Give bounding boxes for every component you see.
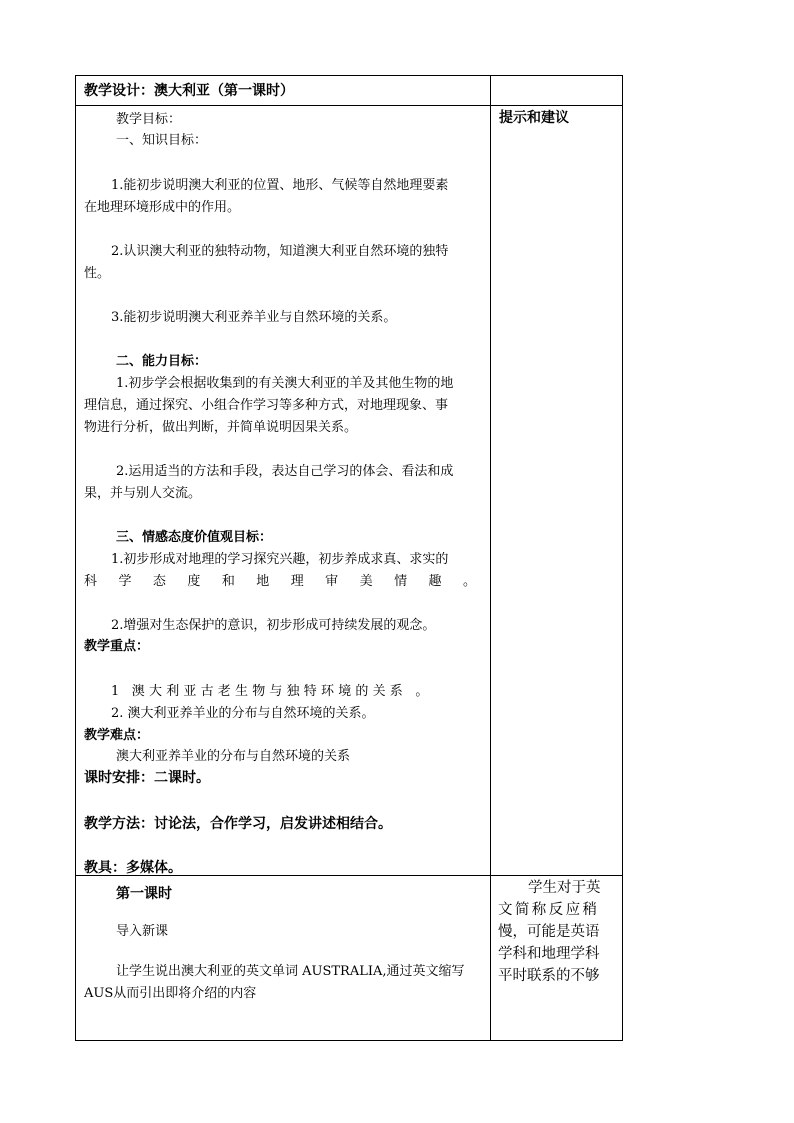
teaching-method: 教学方法：讨论法，合作学习，启发讲述相结合。 xyxy=(84,816,392,832)
hint-line-2: 文简称反应稍 xyxy=(498,902,600,918)
intro-line-1: 让学生说出澳大利亚的英文单词 AUSTRALIA,通过英文缩写 xyxy=(116,964,465,979)
intro-line-2: AUS从而引出即将介绍的内容 xyxy=(84,986,257,1001)
ability-item-1-line-3: 物进行分析，做出判断，并简单说明因果关系。 xyxy=(84,420,358,435)
lesson-hint-cell xyxy=(491,876,622,1040)
intro-heading: 导入新课 xyxy=(116,924,169,939)
emotion-heading: 三、情感态度价值观目标： xyxy=(116,530,273,545)
ability-item-1-line-2: 理信息，通过探究、小组合作学习等多种方式，对地理现象、事 xyxy=(84,398,449,413)
schedule: 课时安排：二课时。 xyxy=(84,770,210,786)
difficulties-heading: 教学难点： xyxy=(84,728,150,743)
hints-title: 提示和建议 xyxy=(499,110,569,126)
knowledge-item-1-line-1: 1.能初步说明澳大利亚的位置、地形、气候等自然地理要素 xyxy=(111,178,449,193)
hint-line-5: 平时联系的不够 xyxy=(498,968,600,984)
header-cell xyxy=(76,76,490,105)
knowledge-item-2-line-2: 性。 xyxy=(84,266,111,281)
ability-item-2-line-1: 2.运用适当的方法和手段，表达自己学习的体会、看法和成 xyxy=(116,464,454,479)
key-points-heading: 教学重点： xyxy=(84,639,150,654)
knowledge-item-3: 3.能初步说明澳大利亚养羊业与自然环境的关系。 xyxy=(111,310,397,325)
hint-line-3: 慢，可能是英语 xyxy=(498,924,600,940)
lesson-title: 第一课时 xyxy=(116,886,172,902)
emotion-item-1-line-1: 1.初步形成对地理的学习探究兴趣，初步养成求真、求实的 xyxy=(111,552,449,567)
objectives-cell xyxy=(76,106,490,875)
lesson-cell xyxy=(76,876,490,1040)
emotion-item-2: 2.增强对生态保护的意识，初步形成可持续发展的观念。 xyxy=(111,618,436,633)
key-point-1: 1 澳大利亚古老生物与独特环境的关系 。 xyxy=(111,684,433,699)
hints-cell xyxy=(491,106,622,875)
key-point-2: 2. 澳大利亚养羊业的分布与自然环境的关系。 xyxy=(111,706,375,721)
hint-line-1: 学生对于英 xyxy=(528,880,601,896)
page-title: 教学设计：澳大利亚（第一课时） xyxy=(84,83,294,99)
knowledge-item-1-line-2: 在地理环境形成中的作用。 xyxy=(84,200,241,215)
hint-line-4: 学科和地理学科 xyxy=(498,946,600,962)
ability-item-1-line-1: 1.初步学会根据收集到的有关澳大利亚的羊及其他生物的地 xyxy=(116,376,454,391)
ability-item-2-line-2: 果，并与别人交流。 xyxy=(84,486,202,501)
difficulty-1: 澳大利亚养羊业的分布与自然环境的关系 xyxy=(116,749,351,764)
knowledge-item-2-line-1: 2.认识澳大利亚的独特动物，知道澳大利亚自然环境的独特 xyxy=(111,244,449,259)
lesson-plan-table xyxy=(75,75,623,1041)
objectives-heading: 教学目标： xyxy=(116,112,182,127)
teaching-tools: 教具：多媒体。 xyxy=(84,860,182,876)
knowledge-heading: 一、知识目标： xyxy=(116,133,208,148)
ability-heading: 二、能力目标： xyxy=(116,354,208,369)
emotion-item-1-line-2: 科学态度和地理审美情趣。 xyxy=(84,574,476,589)
